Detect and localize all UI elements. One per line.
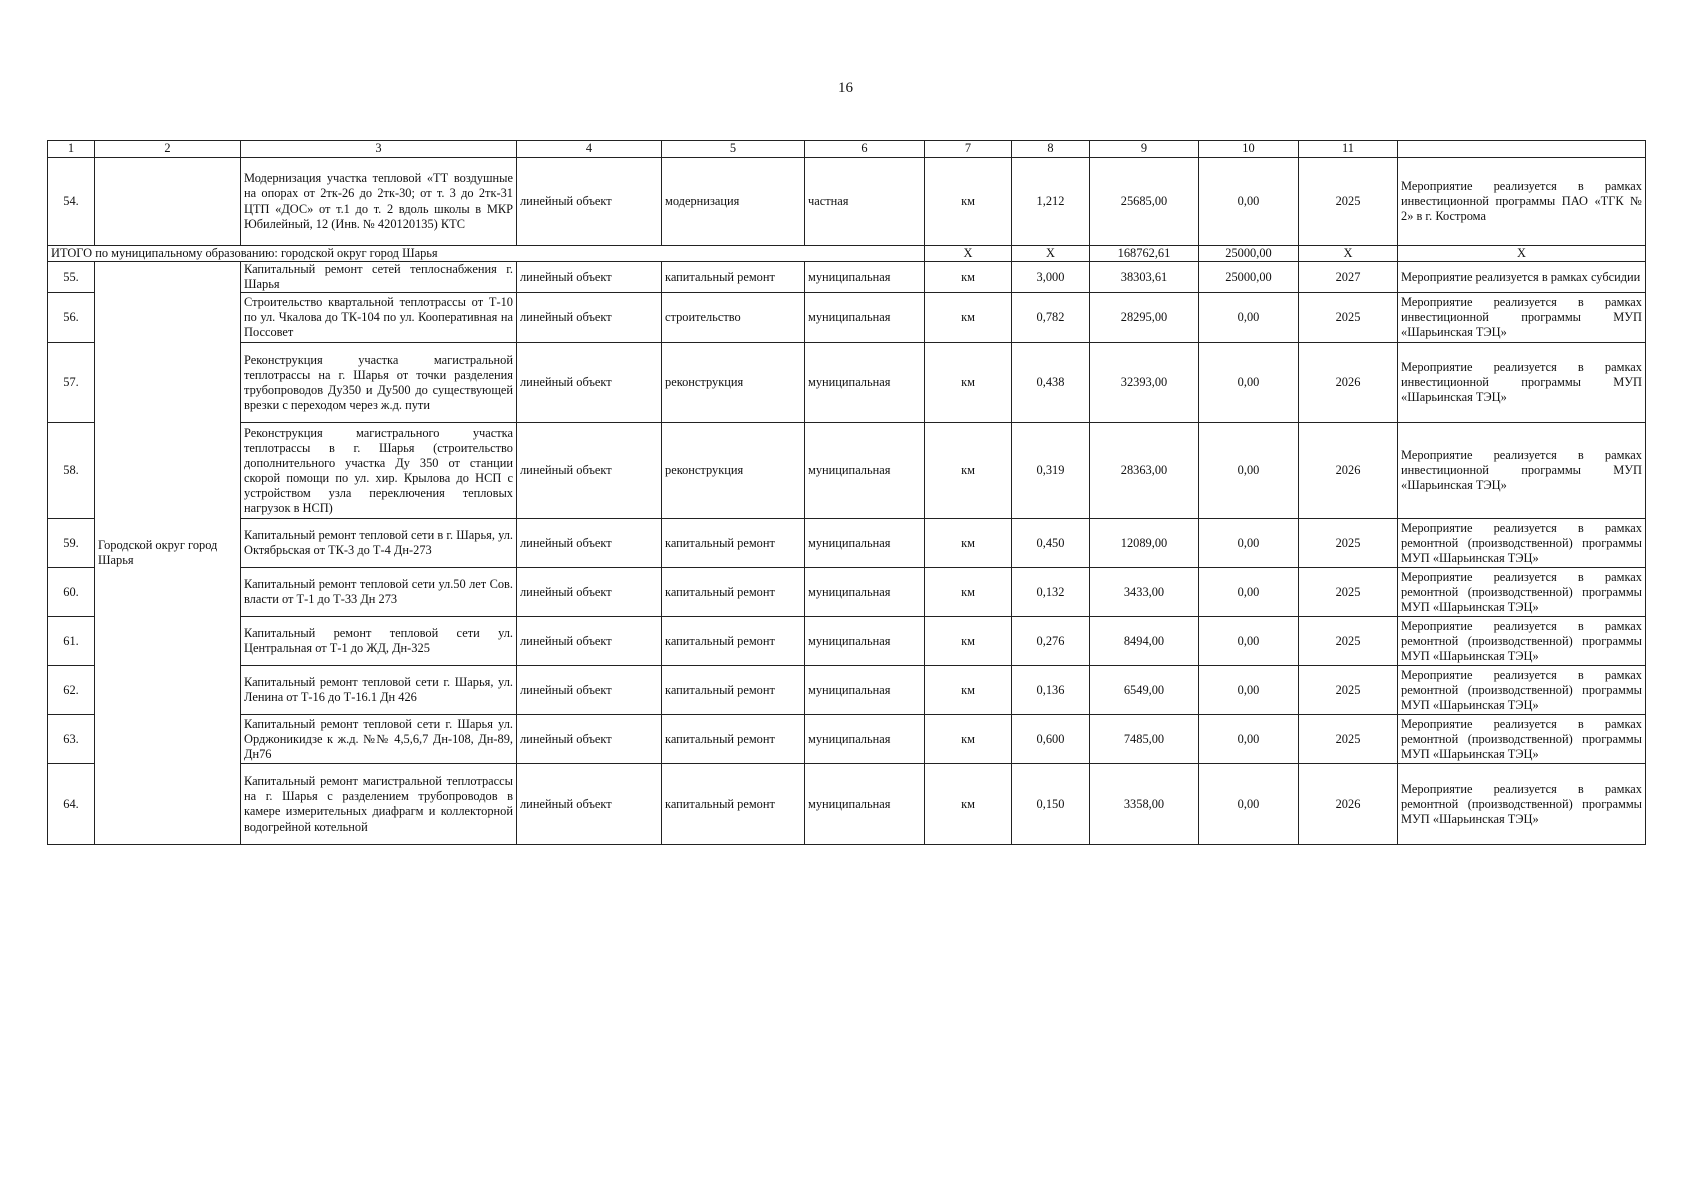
work-type: капитальный ремонт [662, 568, 805, 617]
year: 2025 [1299, 568, 1398, 617]
project-name: Реконструкция магистрального участка теплотрассы в г. Шарья (строительство дополнительного участка Ду 350 от станции скорой помощи по ул. хир. Крылова до НСП с устройством узла переключения тепловых нагрузок в НСП) [241, 423, 517, 519]
object-type: линейный объект [517, 617, 662, 666]
table-row [48, 764, 1646, 845]
project-name: Капитальный ремонт тепловой сети ул.50 лет Сов. власти от Т-1 до Т-33 Дн 273 [241, 568, 517, 617]
note: Мероприятие реализуется в рамках ремонтной (производственной) программы МУП «Шарьинская ТЭЦ» [1398, 764, 1646, 845]
header-cell [1398, 141, 1646, 158]
project-name: Капитальный ремонт сетей теплоснабжения г. Шарья [241, 262, 517, 293]
total-label: ИТОГО по муниципальному образованию: городской округ город Шарья [48, 246, 925, 262]
header-cell: 1 [48, 141, 95, 158]
length: 1,212 [1012, 158, 1090, 246]
object-type: линейный объект [517, 715, 662, 764]
project-name: Капитальный ремонт тепловой сети ул. Центральная от Т-1 до ЖД, Дн-325 [241, 617, 517, 666]
work-type: капитальный ремонт [662, 262, 805, 293]
cost: 3433,00 [1090, 568, 1199, 617]
length: 0,132 [1012, 568, 1090, 617]
row-number: 55. [48, 262, 95, 293]
subsidy: 0,00 [1199, 568, 1299, 617]
row-number: 57. [48, 343, 95, 423]
year: 2025 [1299, 666, 1398, 715]
header-cell: 2 [95, 141, 241, 158]
length: 0,600 [1012, 715, 1090, 764]
municipality-cell: Городской округ город Шарья [95, 262, 241, 845]
project-name: Капитальный ремонт тепловой сети г. Шарья, ул. Ленина от Т-16 до Т-16.1 Дн 426 [241, 666, 517, 715]
subsidy: 0,00 [1199, 519, 1299, 568]
unit: км [925, 423, 1012, 519]
unit: км [925, 715, 1012, 764]
header-cell: 4 [517, 141, 662, 158]
cost: 3358,00 [1090, 764, 1199, 845]
cost: 38303,61 [1090, 262, 1199, 293]
cost: 6549,00 [1090, 666, 1199, 715]
table-row [48, 519, 1646, 568]
work-type: капитальный ремонт [662, 617, 805, 666]
length: 0,438 [1012, 343, 1090, 423]
unit: км [925, 519, 1012, 568]
year: 2025 [1299, 158, 1398, 246]
ownership: муниципальная [805, 293, 925, 343]
total-row [48, 246, 1646, 262]
cost: 7485,00 [1090, 715, 1199, 764]
total-col8: X [1012, 246, 1090, 262]
project-name: Строительство квартальной теплотрассы от Т-10 по ул. Чкалова до ТК-104 по ул. Кооперативная на Поссовет [241, 293, 517, 343]
subsidy: 0,00 [1199, 617, 1299, 666]
work-type: реконструкция [662, 343, 805, 423]
row-number: 61. [48, 617, 95, 666]
header-cell: 6 [805, 141, 925, 158]
year: 2026 [1299, 423, 1398, 519]
year: 2026 [1299, 764, 1398, 845]
header-cell: 3 [241, 141, 517, 158]
ownership: частная [805, 158, 925, 246]
row-number: 64. [48, 764, 95, 845]
row-number: 60. [48, 568, 95, 617]
work-type: реконструкция [662, 423, 805, 519]
object-type: линейный объект [517, 764, 662, 845]
project-name: Капитальный ремонт тепловой сети в г. Шарья, ул. Октябрьская от ТК-3 до Т-4 Дн-273 [241, 519, 517, 568]
header-cell: 10 [1199, 141, 1299, 158]
row-number: 56. [48, 293, 95, 343]
unit: км [925, 293, 1012, 343]
length: 0,276 [1012, 617, 1090, 666]
ownership: муниципальная [805, 666, 925, 715]
object-type: линейный объект [517, 666, 662, 715]
page-number: 16 [838, 80, 853, 96]
row-number: 63. [48, 715, 95, 764]
unit: км [925, 158, 1012, 246]
ownership: муниципальная [805, 519, 925, 568]
subsidy: 0,00 [1199, 666, 1299, 715]
note: Мероприятие реализуется в рамках ремонтной (производственной) программы МУП «Шарьинская ТЭЦ» [1398, 568, 1646, 617]
cost: 28295,00 [1090, 293, 1199, 343]
length: 3,000 [1012, 262, 1090, 293]
table-row [48, 158, 1646, 246]
work-type: строительство [662, 293, 805, 343]
project-name: Капитальный ремонт магистральной теплотрассы на г. Шарья с разделением трубопроводов в камере измерительных диафрагм и коллекторной водогрейной котельной [241, 764, 517, 845]
project-name: Капитальный ремонт тепловой сети г. Шарья ул. Орджоникидзе к ж.д. №№ 4,5,6,7 Дн-108, Дн-89, Дн76 [241, 715, 517, 764]
row-number: 54. [48, 158, 95, 246]
unit: км [925, 764, 1012, 845]
row-number: 58. [48, 423, 95, 519]
investment-table [47, 140, 1646, 845]
subsidy: 0,00 [1199, 158, 1299, 246]
cost: 8494,00 [1090, 617, 1199, 666]
total-cost: 168762,61 [1090, 246, 1199, 262]
header-cell: 9 [1090, 141, 1199, 158]
header-cell: 5 [662, 141, 805, 158]
object-type: линейный объект [517, 262, 662, 293]
unit: км [925, 568, 1012, 617]
work-type: капитальный ремонт [662, 764, 805, 845]
cost: 32393,00 [1090, 343, 1199, 423]
row-number: 62. [48, 666, 95, 715]
cost: 12089,00 [1090, 519, 1199, 568]
length: 0,450 [1012, 519, 1090, 568]
table-row [48, 293, 1646, 343]
note: Мероприятие реализуется в рамках ремонтной (производственной) программы МУП «Шарьинская ТЭЦ» [1398, 666, 1646, 715]
subsidy: 0,00 [1199, 423, 1299, 519]
year: 2025 [1299, 617, 1398, 666]
project-name: Реконструкция участка магистральной теплотрассы на г. Шарья от точки разделения трубопроводов Ду350 и Ду500 до существующей врезки с переходом через ж.д. пути [241, 343, 517, 423]
object-type: линейный объект [517, 568, 662, 617]
ownership: муниципальная [805, 423, 925, 519]
object-type: линейный объект [517, 293, 662, 343]
note: Мероприятие реализуется в рамках инвестиционной программы МУП «Шарьинская ТЭЦ» [1398, 293, 1646, 343]
table-row [48, 568, 1646, 617]
year: 2027 [1299, 262, 1398, 293]
work-type: капитальный ремонт [662, 666, 805, 715]
note: Мероприятие реализуется в рамках инвестиционной программы МУП «Шарьинская ТЭЦ» [1398, 423, 1646, 519]
subsidy: 0,00 [1199, 764, 1299, 845]
object-type: линейный объект [517, 423, 662, 519]
table-row [48, 617, 1646, 666]
length: 0,136 [1012, 666, 1090, 715]
year: 2025 [1299, 519, 1398, 568]
project-name: Модернизация участка тепловой «ТТ воздушные на опорах от 2тк-26 до 2тк-30; от т. 3 до 2тк-31 ЦТП «ДОС» от т.1 до т. 2 вдоль школы в МКР Юбилейный, 12 (Инв. № 420120135) КТС [241, 158, 517, 246]
unit: км [925, 262, 1012, 293]
length: 0,782 [1012, 293, 1090, 343]
table-row [48, 343, 1646, 423]
cost: 25685,00 [1090, 158, 1199, 246]
work-type: капитальный ремонт [662, 519, 805, 568]
year: 2025 [1299, 293, 1398, 343]
note: Мероприятие реализуется в рамках ремонтной (производственной) программы МУП «Шарьинская ТЭЦ» [1398, 617, 1646, 666]
work-type: капитальный ремонт [662, 715, 805, 764]
subsidy: 0,00 [1199, 343, 1299, 423]
object-type: линейный объект [517, 158, 662, 246]
length: 0,150 [1012, 764, 1090, 845]
ownership: муниципальная [805, 568, 925, 617]
header-row [48, 141, 1646, 158]
length: 0,319 [1012, 423, 1090, 519]
unit: км [925, 343, 1012, 423]
total-col12: X [1398, 246, 1646, 262]
header-cell: 8 [1012, 141, 1090, 158]
work-type: модернизация [662, 158, 805, 246]
note: Мероприятие реализуется в рамках ремонтной (производственной) программы МУП «Шарьинская ТЭЦ» [1398, 519, 1646, 568]
total-col7: X [925, 246, 1012, 262]
row-number: 59. [48, 519, 95, 568]
ownership: муниципальная [805, 764, 925, 845]
ownership: муниципальная [805, 343, 925, 423]
year: 2026 [1299, 343, 1398, 423]
total-col11: X [1299, 246, 1398, 262]
unit: км [925, 666, 1012, 715]
subsidy: 25000,00 [1199, 262, 1299, 293]
subsidy: 0,00 [1199, 293, 1299, 343]
note: Мероприятие реализуется в рамках ремонтной (производственной) программы МУП «Шарьинская ТЭЦ» [1398, 715, 1646, 764]
note: Мероприятие реализуется в рамках инвестиционной программы ПАО «ТГК № 2» в г. Кострома [1398, 158, 1646, 246]
ownership: муниципальная [805, 262, 925, 293]
note: Мероприятие реализуется в рамках инвестиционной программы МУП «Шарьинская ТЭЦ» [1398, 343, 1646, 423]
municipality-cell [95, 158, 241, 246]
ownership: муниципальная [805, 617, 925, 666]
total-subsidy: 25000,00 [1199, 246, 1299, 262]
cost: 28363,00 [1090, 423, 1199, 519]
subsidy: 0,00 [1199, 715, 1299, 764]
table-row [48, 715, 1646, 764]
year: 2025 [1299, 715, 1398, 764]
header-cell: 7 [925, 141, 1012, 158]
table-row [48, 262, 1646, 293]
note: Мероприятие реализуется в рамках субсидии [1398, 262, 1646, 293]
header-cell: 11 [1299, 141, 1398, 158]
object-type: линейный объект [517, 519, 662, 568]
ownership: муниципальная [805, 715, 925, 764]
object-type: линейный объект [517, 343, 662, 423]
table-row [48, 423, 1646, 519]
table-row [48, 666, 1646, 715]
unit: км [925, 617, 1012, 666]
